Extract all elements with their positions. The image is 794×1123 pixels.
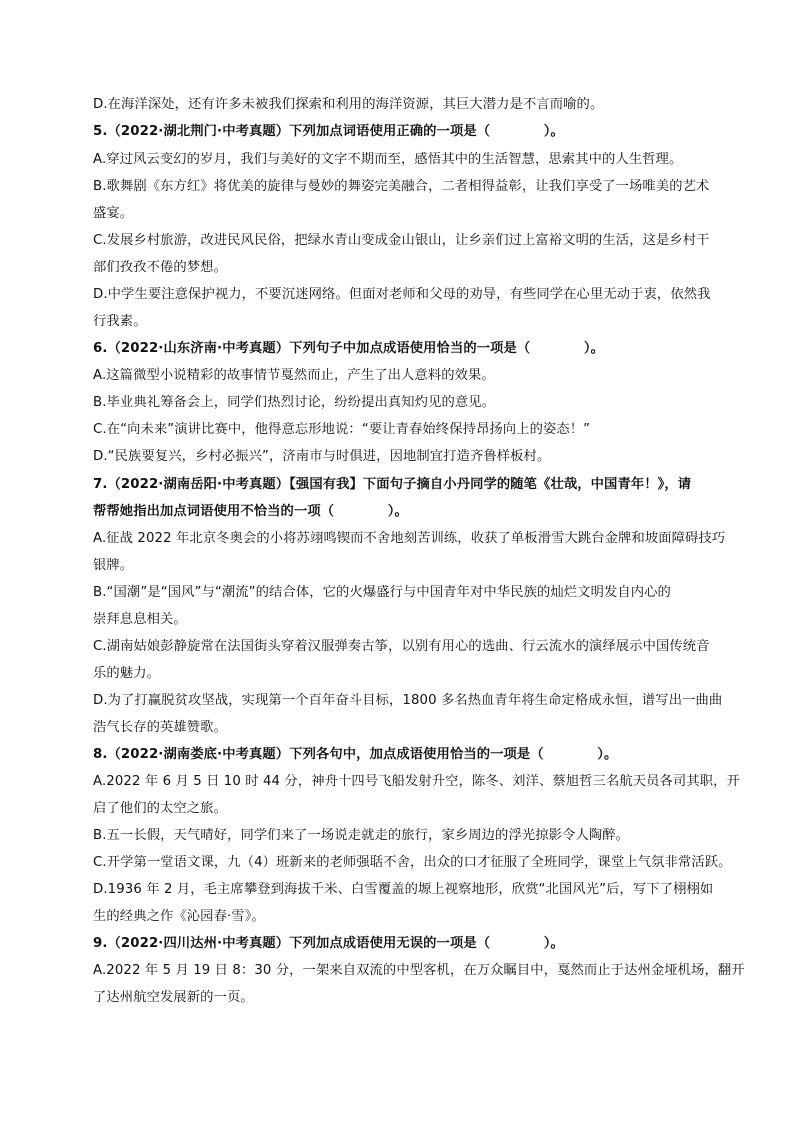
text-line: 银牌。 xyxy=(93,558,134,573)
question-stem-line: 5.（2022·湖北荆门·中考真题）下列加点词语使用正确的一项是（ ）。 xyxy=(93,124,564,139)
text-line: C.湖南姑娘彭静旋常在法国街头穿着汉服弹奏古筝，以别有用心的选曲、行云流水的演绎展示中国传统音 xyxy=(93,639,710,654)
text-line: B.歌舞剧《东方红》将优美的旋律与曼妙的舞姿完美融合，二者相得益彰，让我们享受了一场唯美的艺术 xyxy=(93,179,710,194)
question-stem-line: 6.（2022·山东济南·中考真题）下列句子中加点成语使用恰当的一项是（ ）。 xyxy=(93,341,605,356)
text-line: 了达州航空发展新的一页。 xyxy=(93,990,254,1005)
text-line: C.发展乡村旅游，改进民风民俗，把绿水青山变成金山银山，让乡亲们过上富裕文明的生活，这是乡村干 xyxy=(93,233,710,248)
text-line: B.“国潮”是“国风”与“潮流”的结合体，它的火爆盛行与中国青年对中华民族的灿烂文明发自内心的 xyxy=(93,585,671,600)
text-line: B.五一长假，天气晴好，同学们来了一场说走就走的旅行，家乡周边的浮光掠影令人陶醉。 xyxy=(93,828,630,843)
text-line: 崇拜息息相关。 xyxy=(93,612,187,627)
text-line: 生的经典之作《沁园春·雪》。 xyxy=(93,909,265,924)
text-line: 部们孜孜不倦的梦想。 xyxy=(93,260,227,275)
text-line: A.穿过风云变幻的岁月，我们与美好的文字不期而至，感悟其中的生活智慧，思索其中的人生哲理。 xyxy=(93,152,683,167)
text-line: D.为了打赢脱贫攻坚战，实现第一个百年奋斗目标，1800 多名热血青年将生命定格成永恒，谱写出一曲曲 xyxy=(93,693,723,708)
text-line: A.2022 年 5 月 19 日 8：30 分，一架来自双流的中型客机，在万众瞩目中，戛然而止于达州金垭机场，翻开 xyxy=(93,963,745,978)
text-line: A.2022 年 6 月 5 日 10 时 44 分，神舟十四号飞船发射升空，陈冬、刘洋、蔡旭哲三名航天员各司其职，开 xyxy=(93,774,740,789)
question-stem-line: 8.（2022·湖南娄底·中考真题）下列各句中，加点成语使用恰当的一项是（ ）。 xyxy=(93,747,618,762)
text-line: D.“民族要复兴，乡村必振兴”，济南市与时俱进，因地制宜打造齐鲁样板村。 xyxy=(93,449,551,464)
text-line: 行我素。 xyxy=(93,314,147,329)
text-line: 盛宴。 xyxy=(93,206,134,221)
text-line: C.在“向未来”演讲比赛中，他得意忘形地说：“要让青春始终保持昂扬向上的姿态！” xyxy=(93,422,591,437)
text-line: 浩气长存的英雄赞歌。 xyxy=(93,720,227,735)
text-line: 启了他们的太空之旅。 xyxy=(93,801,227,816)
question-stem-line: 帮帮她指出加点词语使用不恰当的一项（ ）。 xyxy=(93,504,408,519)
question-stem-line: 9.（2022·四川达州·中考真题）下列加点成语使用无误的一项是（ ）。 xyxy=(93,936,564,951)
text-line: D.中学生要注意保护视力，不要沉迷网络。但面对老师和父母的劝导，有些同学在心里无动于衷，依然我 xyxy=(93,287,711,302)
text-line: 乐的魅力。 xyxy=(93,666,160,681)
text-line: A.这篇微型小说精彩的故事情节戛然而止，产生了出人意料的效果。 xyxy=(93,368,495,383)
text-line: B.毕业典礼筹备会上，同学们热烈讨论，纷纷提出真知灼见的意见。 xyxy=(93,395,496,410)
text-line: D.1936 年 2 月，毛主席攀登到海拔千米、白雪覆盖的塬上视察地形，欣赏“北国风光”后，写下了栩栩如 xyxy=(93,882,714,897)
question-stem-line: 7.（2022·湖南岳阳·中考真题）【强国有我】下面句子摘自小丹同学的随笔《壮哉，中国青年！》，请 xyxy=(93,477,692,492)
text-line: C.开学第一堂语文课，九（4）班新来的老师强聒不舍，出众的口才征服了全班同学，课堂上气氛非常活跃。 xyxy=(93,855,732,870)
text-line: A.征战 2022 年北京冬奥会的小将苏翊鸣锲而不舍地刻苦训练，收获了单板滑雪大跳台金牌和坡面障碍技巧 xyxy=(93,531,726,546)
text-line: D.在海洋深处，还有许多未被我们探索和利用的海洋资源，其巨大潜力是不言而喻的。 xyxy=(93,97,604,112)
